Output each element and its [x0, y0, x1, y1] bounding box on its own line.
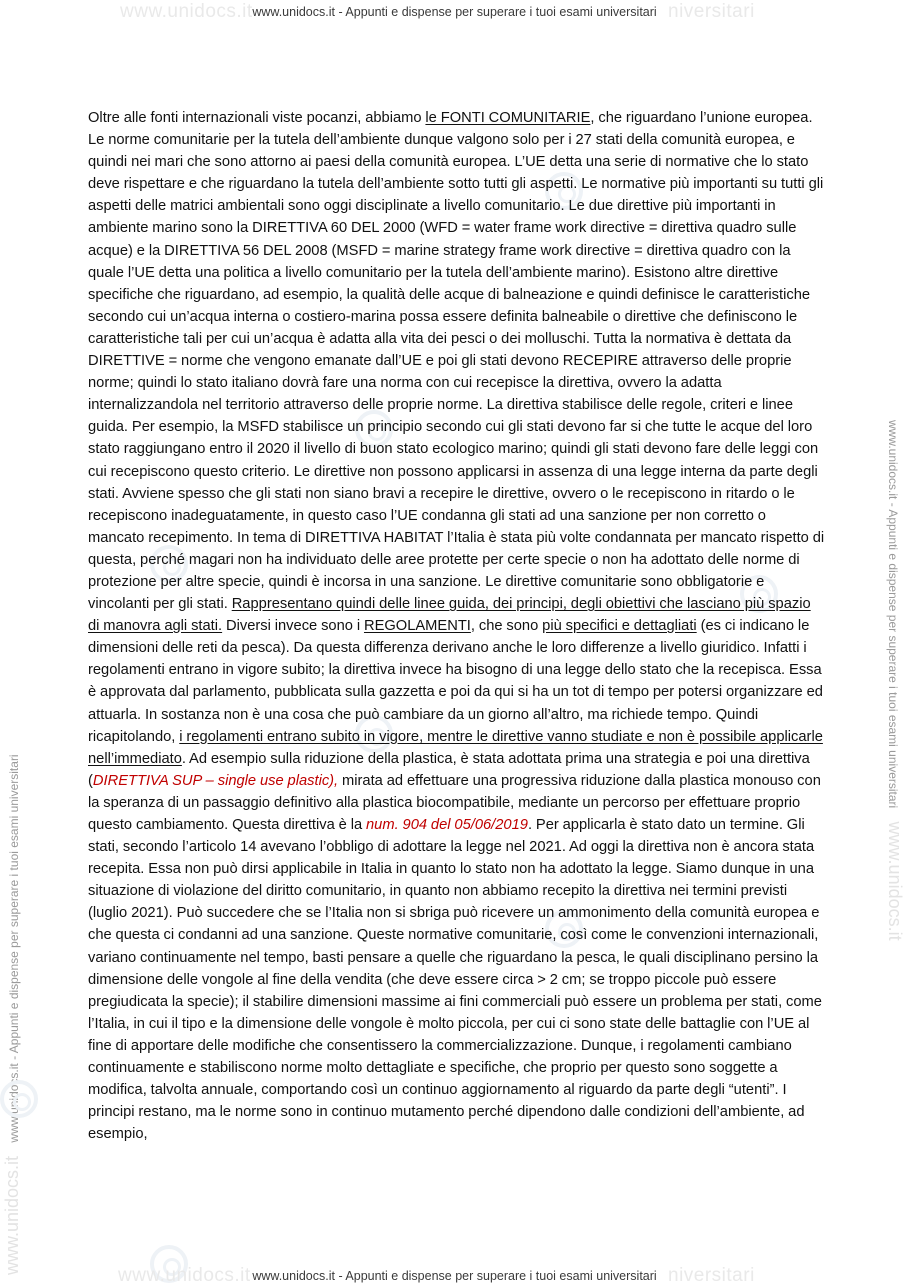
- footer-banner-text[interactable]: www.unidocs.it - Appunti e dispense per superare i tuoi esami universitari: [252, 1269, 657, 1283]
- right-side-text: www.unidocs.it - Appunti e dispense per superare i tuoi esami universitari: [886, 420, 900, 809]
- underlined-term-specifici: più specifici e dettagliati: [542, 618, 697, 635]
- footer-banner: [0, 1266, 909, 1286]
- left-side-watermark: [2, 395, 23, 1275]
- text-run: Diversi invece sono i: [222, 618, 364, 635]
- text-run: , che riguardano l’unione europea. Le norme comunitarie per la tutela dell’ambiente dunque valgono solo per i 27 stati della comunità europea, e quindi nei mari che sono attorno ai paesi della comunità europea. L’UE detta una serie di normative che lo stato deve rispettare e che riguardano la tutela dell’ambiente sotto tutti gli aspetti. Le normative più importanti su tutti gli aspetti delle matrici ambientali sono oggi disciplinate a livello comunitario. Le due direttive più importanti in ambiente marino sono la DIRETTIVA 60 DEL 2000 (WFD = water frame work directive = direttiva quadro sulle acque) e la DIRETTIVA 56 DEL 2008 (MSFD = marine strategy frame work directive = direttiva quadro con la quale l’UE detta una politica a livello comunitario per la tutela dell’ambiente marino). Esistono altre direttive specifiche che riguardano, ad esempio, la qualità delle acque di balneazione e quindi definisce le caratteristiche secondo cui un’acqua interna o costiero-marina possa essere definita balneabile o direttive che definiscono le caratteristiche tali per cui un’acqua è adatta alla vita dei pesci o dei molluschi. Tutta la normativa è dettata da DIRETTIVE = norme che vengono emanate dall’UE e poi gli stati devono RECEPIRE attraverso delle proprie norme; quindi lo stato italiano dovrà fare una norma con cui recepisce la direttiva, ovvero la adatta internalizzandola nel territorio attraverso delle proprie norme. La direttiva stabilisce delle regole, criteri e linee guida. Per esempio, la MSFD stabilisce un principio secondo cui gli stati devono far si che tutte le acque del loro stato raggiungano entro il 2020 il livello di buon stato ecologico marino; quindi gli stati devono fare delle leggi con cui recepiscono questo criterio. Le direttive non possono applicarsi in assenza di una legge interna da parte degli stati. Avviene spesso che gli stati non siano bravi a recepire le direttive, ovvero o le recepiscono in ritardo o le recepiscono inadeguatamente, in questo caso l’UE condanna gli stati ad una sanzione per non corretto o mancato recepimento. In tema di DIRETTIVA HABITAT l’Italia è stata più volte condannata per mancato rispetto di questa, perché magari non ha individuato delle aree protette per certe specie o non ha adottato delle norme di protezione per altre specie, quindi è incorsa in una sanzione. Le direttive comunitarie sono obbligatorie e vincolanti per gli stati.: [88, 110, 825, 613]
- left-side-text: www.unidocs.it - Appunti e dispense per superare i tuoi esami universitari: [7, 754, 21, 1143]
- right-side-faint: www.unidocs.it: [885, 821, 905, 941]
- header-banner: [0, 2, 909, 22]
- text-run: , che sono: [470, 618, 543, 635]
- watermark-logo-icon: [0, 1080, 38, 1118]
- red-italic-direttiva-sup: DIRETTIVA SUP – single use plastic),: [92, 772, 339, 789]
- underlined-sentence-linee-guida: Rappresentano quindi delle linee guida, dei principi, degli obiettivi che lasciano più spazio di manovra agli stati.: [88, 596, 811, 635]
- footer-ghost-left: www.unidocs.it: [118, 1265, 251, 1286]
- footer-ghost-right: niversitari: [668, 1265, 755, 1286]
- header-ghost-right: niversitari: [668, 1, 755, 22]
- header-banner-text[interactable]: www.unidocs.it - Appunti e dispense per superare i tuoi esami universitari: [252, 5, 657, 19]
- right-side-watermark: [884, 420, 905, 941]
- header-ghost-left: www.unidocs.it: [120, 1, 253, 22]
- underlined-term-regolamenti: REGOLAMENTI: [363, 618, 471, 635]
- underlined-sentence-regolamenti-vigore: i regolamenti entrano subito in vigore, mentre le direttive vanno studiate e non è possibile applicarle nell’immediato: [88, 728, 823, 767]
- red-italic-direttiva-number: num. 904 del 05/06/2019: [366, 817, 528, 833]
- text-run: . Ad esempio sulla riduzione della plastica, è stata adottata prima una strategia e poi una direttiva (: [88, 750, 810, 789]
- text-run: Oltre alle fonti internazionali viste pocanzi, abbiamo: [88, 110, 426, 126]
- text-run: . Per applicarla è stato dato un termine. Gli stati, secondo l’articolo 14 avevano l’obbligo di adottare la legge nel 2021. Ad oggi la direttiva non è ancora stata recepita. Essa non può dirsi applicabile in Italia in quanto lo stato non ha adottato la legge. Siamo dunque in una situazione di violazione del diritto comunitario, in quanto non abbiamo recepito la direttiva nei termini previsti (luglio 2021). Può succedere che se l’Italia non si sbriga può ricevere un ammonimento della comunità europea e che questa ci condanni ad una sanzione. Queste normative comunitarie, così come le convenzioni internazionali, variano continuamente nel tempo, basti pensare a quelle che riguardano la pesca, le quali disciplinano persino la dimensione delle vongole al fine della vendita (che deve essere circa > 2 cm; se troppo piccole può essere pregiudicata la specie); il stabilire dimensioni massime ai fini commerciali può essere un problema per stati, come l’Italia, in cui il tipo e la dimensione delle vongole è molto piccola, per cui ci sono state delle battaglie con l’UE al fine di apportare delle modifiche che consentissero la commercializzazione. Dunque, i regolamenti cambiano continuamente e stabiliscono norme molto dettagliate e specifiche, che proprio per questo sono soggette a modifica, talvolta annuale, comportando così un continuo aggiornamento al riguardo da parte degli “utenti”. I principi restano, ma le norme sono in continuo mutamento perché dipendono dalle condizioni dell’ambiente, ad esempio,: [88, 817, 822, 1143]
- text-run: mirata ad effettuare una progressiva riduzione dalla plastica monouso con la speranza di un passaggio definitivo alla plastica biocompatibile, mediante un percorso per effettuare proprio questo cambiamento. Questa direttiva è la: [88, 772, 821, 833]
- left-side-faint: www.unidocs.it: [2, 1155, 22, 1275]
- underlined-term-fonti-comunitarie: le FONTI COMUNITARIE: [425, 110, 591, 126]
- document-body: [88, 107, 825, 1145]
- body-paragraph: [88, 107, 825, 1145]
- text-run: (es ci indicano le dimensioni delle reti da pesca). Da questa differenza derivano anche le loro differenze a livello giuridico. Infatti i regolamenti entrano in vigore subito; la direttiva invece ha bisogno di una legge dello stato che la recepisca. Essa è approvata dal parlamento, pubblicata sulla gazzetta e poi da qui si ha un tot di tempo per potersi organizzare ed attuarla. In sostanza non è una cosa che può cambiare da un giorno all’altro, ma richiede tempo. Quindi ricapitolando,: [88, 618, 823, 745]
